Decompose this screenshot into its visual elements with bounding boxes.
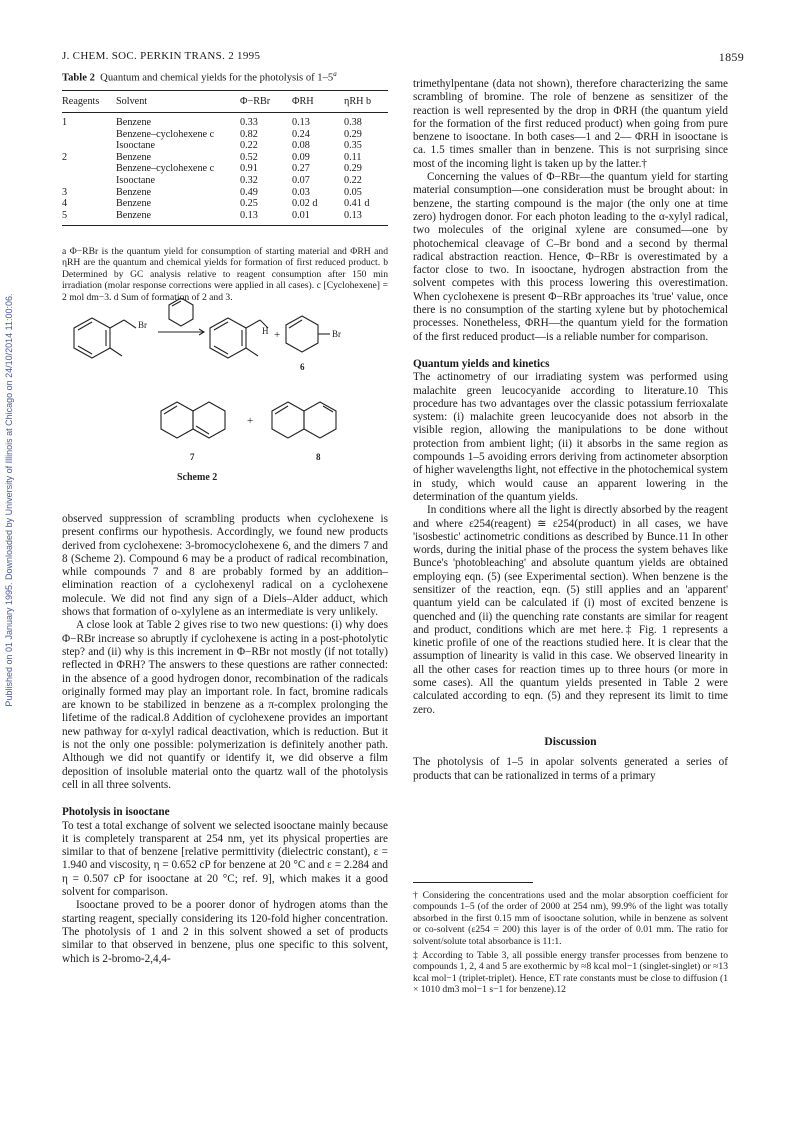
cell-phi-rbr: 0.22 <box>240 140 258 152</box>
dimer-7-ring-b <box>193 402 225 438</box>
heading-photolysis-isooctane: Photolysis in isooctane <box>62 806 170 819</box>
right-column <box>413 78 728 783</box>
cell-eta-rh: 0.29 <box>344 128 362 140</box>
left-column <box>62 513 388 966</box>
cell-reagent: 2 <box>62 151 68 163</box>
scheme-label-8: 8 <box>316 452 321 462</box>
footnote-rule <box>413 882 533 883</box>
cell-solvent: Benzene <box>116 117 152 128</box>
table-footnote: a Φ−RBr is the quantum yield for consumption of starting material and ΦRH and ηRH are the quantum and chemical yields for formation of first reduced product. b Determined by GC analysis relative to reagent consumption after 150 min irradiation (molar response corrections were applied in all cases). c [Cyclohexene] = 2 mol dm−3. d Sum of formation of 2 and 3. <box>62 246 388 303</box>
scheme-label-br-left: Br <box>138 320 147 330</box>
scheme-label-h: H <box>262 326 269 336</box>
cell-solvent: Benzene–cyclohexene c <box>116 128 215 140</box>
cell-eta-rh: 0.22 <box>344 174 362 186</box>
cell-reagent: 5 <box>62 209 68 221</box>
heading-discussion: Discussion <box>544 734 597 748</box>
left-para-2: A close look at Table 2 gives rise to two new questions: (i) why does Φ−RBr increase so abruptly if cyclohexene is acting in a post-photolytic step? and (ii) why is this increment in Φ−RBr not mostly (if not totally) reflected in ΦRH? The answers to these questions are rather connected: in the absence of a good hydrogen donor, recombination of the radicals originally formed may play an important role. In fact, bromine radicals are known to be stabilized in benzene as a π-complex prolonging the lifetime of the radical.8 Addition of cyclohexene provides an important new pathway for α-xylyl radical deactivation, which is reduction. But it is not the only one possible: polymerization is definitely another path. Although we did not quantify or identify it, we did observe a film deposition of insoluble material onto the quartz wall of the photolysis cell in all three solvents. <box>62 619 388 791</box>
cell-phi-rbr: 0.13 <box>240 209 258 221</box>
journal-header: J. CHEM. SOC. PERKIN TRANS. 2 1995 <box>62 50 261 62</box>
cell-phi-rbr: 0.91 <box>240 163 258 175</box>
cell-phi-rbr: 0.32 <box>240 174 258 186</box>
col-header-eta-rh: ηRH b <box>344 96 372 107</box>
scheme-title: Scheme 2 <box>177 472 218 483</box>
left-para-4: Isooctane proved to be a poorer donor of hydrogen atoms than the starting reagent, specially considering its 120-fold higher concentration. The photolysis of 1 and 2 in this solvent showed a set of products similar to that observed in benzene, plus one specific to this solvent, which is 2-bromo-2,4,4- <box>62 899 388 965</box>
footnotes <box>413 890 728 996</box>
cell-solvent: Isooctane <box>116 140 156 152</box>
cell-phi-rh: 0.07 <box>292 174 310 186</box>
cell-phi-rh: 0.27 <box>292 163 310 175</box>
cell-reagent: 1 <box>62 117 68 128</box>
right-para-5: The photolysis of 1–5 in apolar solvents generated a series of products that can be rationalized in terms of a primary <box>413 756 728 782</box>
scheme-label-7: 7 <box>190 452 195 462</box>
table-caption-text: Quantum and chemical yields for the photolysis of 1–5 <box>100 72 334 84</box>
right-para-1: trimethylpentane (data not shown), therefore characterizing the same scrambling of bromine. The role of benzene as sensitizer of the reaction is well represented by the drop in ΦRH (the quantum yield for the formation of the first reduced product) when going from pure benzene to isooctane. In both cases—1 and 2— ΦRH in isooctane is ca. 1.5 times smaller than in benzene. This is not surprising since most of the incoming light is taken up by the latter.† <box>413 78 728 170</box>
cell-eta-rh: 0.29 <box>344 163 362 175</box>
footnote-dagger: † Considering the concentrations used and the molar absorption coefficient for compounds 1–5 (of the order of 2000 at 254 nm), 99.9% of the light was totally absorbed in the first 0.15 mm of isooctane solution, while in benzene as solvent or co-solvent (ε254 = 200) this layer is of the order of 0.01 mm. The ratio for solvent/solute total absorbance is 11:1. <box>413 890 728 947</box>
left-para-1: observed suppression of scrambling products when cyclohexene is present confirms our hypothesis. Accordingly, we found new products derived from cyclohexene: 3-bromocyclohexene 6, and the dimers 7 and 8 (Scheme 2). Compound 6 may be a product of radical recombination, while compounds 7 and 8 are probably formed by an addition–elimination reaction of a cyclohexenyl radical on a cyclohexene molecule. We did not find any sign of a Diels–Alder adduct, which shows that formation of o-xylylene as an intermediate is very unlikely. <box>62 513 388 619</box>
footnote-double-dagger: ‡ According to Table 3, all possible energy transfer processes from benzene to compounds 1, 2, 4 and 5 are exothermic by ≈8 kcal mol−1 (singlet-singlet) or ≈13 kcal mol−1 (triplet-triplet). Hence, ET rate constants must be close to diffusion (1 × 1010 dm3 mol−1 s−1 for benzene).12 <box>413 950 728 996</box>
cell-phi-rbr: 0.52 <box>240 151 258 163</box>
table-row <box>62 163 388 175</box>
table-row <box>62 113 388 129</box>
left-para-3: To test a total exchange of solvent we selected isooctane mainly because it is completely transparent at 254 nm, yet its physical properties are similar to that of benzene [relative permittivity (dielectric constant), ε = 1.940 and viscosity, η = 0.652 cP for benzene at 20 °C and ε = 2.284 and η = 0.507 cP for isooctane at 20 °C; ref. 9], which makes it a good solvent for comparison. <box>62 819 388 899</box>
table-row <box>62 198 388 210</box>
table-row <box>62 175 388 187</box>
cell-solvent: Benzene <box>116 186 152 198</box>
scheme-plus-1: + <box>274 329 281 341</box>
cell-reagent <box>62 140 116 152</box>
col-header-phi-rbr: Φ−RBr <box>240 96 271 107</box>
scheme-label-6: 6 <box>300 362 305 372</box>
cell-reagent <box>62 175 116 187</box>
cell-phi-rh: 0.08 <box>292 140 310 152</box>
right-para-2: Concerning the values of Φ−RBr—the quantum yield for starting material consumption—one consideration must be brought about: in benzene, the starting compound is the major (the only one at time zero) hydrogen donor. For each photon leading to the α-xylyl radical, two molecules of the original xylene are consumed—one by photochemical cleavage of C–Br bond and a second by thermal radical abstraction reaction. Hence, Φ−RBr is overestimated by a factor close to two. In isooctane, hydrogen abstraction from the solvent competes with this process lowering this overestimation. When cyclohexene is present Φ−RBr approaches its 'true' value, once there is no consumption of the starting xylene but by photochemical processes. Nonetheless, ΦRH—the quantum yield for the formation of the first reduced product—is a reliable number for comparison. <box>413 171 728 343</box>
cell-phi-rbr: 0.25 <box>240 198 258 210</box>
cell-phi-rbr: 0.33 <box>240 117 258 128</box>
heading-quantum-yields: Quantum yields and kinetics <box>413 357 550 370</box>
table-row <box>62 152 388 164</box>
cell-solvent: Benzene–cyclohexene c <box>116 163 215 175</box>
cell-solvent: Benzene <box>116 198 152 210</box>
compound-6-ring <box>286 316 318 352</box>
cell-reagent: 3 <box>62 186 68 198</box>
cell-phi-rbr: 0.49 <box>240 186 258 198</box>
scheme-2 <box>62 298 388 508</box>
cell-eta-rh: 0.38 <box>344 117 362 128</box>
col-header-solvent: Solvent <box>116 96 148 107</box>
table-caption <box>62 70 388 84</box>
cell-eta-rh: 0.13 <box>344 209 362 221</box>
col-header-phi-rh: ΦRH <box>292 96 314 107</box>
side-download-note <box>4 120 18 880</box>
dimer-8-ring-b <box>304 402 336 438</box>
product-xylene-ring <box>210 318 246 358</box>
scheme-2-drawing <box>62 298 388 508</box>
side-download-text: Published on 01 January 1995. Downloaded by University of Illinois at Chicago on 24/10/2014 11:00:06. <box>4 293 14 707</box>
table-row <box>62 210 388 226</box>
scheme-label-br-right: Br <box>332 329 341 339</box>
cell-phi-rh: 0.24 <box>292 128 310 140</box>
cell-phi-rh: 0.01 <box>292 209 310 221</box>
cell-eta-rh: 0.11 <box>344 151 362 163</box>
quantum-yield-table <box>62 90 388 226</box>
cell-reagent <box>62 129 116 141</box>
scheme-plus-2: + <box>247 415 254 427</box>
dimer-8-ring-a <box>272 402 304 438</box>
reactant-benzene-ring <box>74 318 110 358</box>
cell-eta-rh: 0.41 d <box>344 198 370 210</box>
page-number: 1859 <box>718 50 744 64</box>
cell-reagent <box>62 163 116 175</box>
right-para-4: In conditions where all the light is directly absorbed by the reagent and where ε254(reagent) ≅ ε254(product) in all cases, we have 'isosbestic' actinometric conditions as described by Bunce.11 In other words, during the initial phase of the process the system behaves like Bunce's 'photobleaching' and absolute quantum yields are obtained employing eqn. (5) (see Experimental section). When benzene is the sensitizer of the reaction, eqn. (5) still applies and an 'apparent' quantum yield can be calculated if (i) most of excited benzene is quenched and (ii) the quenching rate constants are similar for reagent and product, conditions which are met here.‡ Fig. 1 represents a kinetic profile of one of the reactions studied here. It is clear that the assumption of linearity is valid in this case. We observed linearity in all the other cases for reaction times up to three hours (or more in some cases). All the quantum yields presented in Table 2 were calculated according to eqn. (5) and they represent its limit to time zero. <box>413 504 728 716</box>
cell-eta-rh: 0.05 <box>344 186 362 198</box>
cell-reagent: 4 <box>62 198 68 210</box>
table-caption-mark: a <box>333 70 337 78</box>
cell-phi-rh: 0.02 d <box>292 198 318 210</box>
cyclohexene-reagent <box>169 298 193 326</box>
cell-solvent: Benzene <box>116 151 152 163</box>
table-row <box>62 187 388 199</box>
cell-phi-rh: 0.13 <box>292 117 310 128</box>
table-caption-label: Table 2 <box>62 72 95 84</box>
dimer-7-ring-a <box>161 402 193 438</box>
cell-solvent: Benzene <box>116 209 152 221</box>
cell-phi-rbr: 0.82 <box>240 128 258 140</box>
cell-eta-rh: 0.35 <box>344 140 362 152</box>
table-row <box>62 129 388 141</box>
col-header-reagents: Reagents <box>62 96 100 107</box>
right-para-3: The actinometry of our irradiating system was performed using malachite green leucocyanide according to literature.10 This procedure has two advantages over the classic potassium ferrioxalate system: (i) malachite green leucocyanide does not absorb in the visible region, allowing the manipulations to be done without protection from ambient light; (ii) it absorbs in the same region as compounds 1–5 avoiding errors deriving from actinometer absorption of higher wavelengths light, not effective in the photochemical system in study, which would cause an apparent lowering in the determination of the quantum yields. <box>413 371 728 503</box>
cell-phi-rh: 0.09 <box>292 151 310 163</box>
cell-solvent: Isooctane <box>116 174 156 186</box>
table-row <box>62 140 388 152</box>
cell-phi-rh: 0.03 <box>292 186 310 198</box>
